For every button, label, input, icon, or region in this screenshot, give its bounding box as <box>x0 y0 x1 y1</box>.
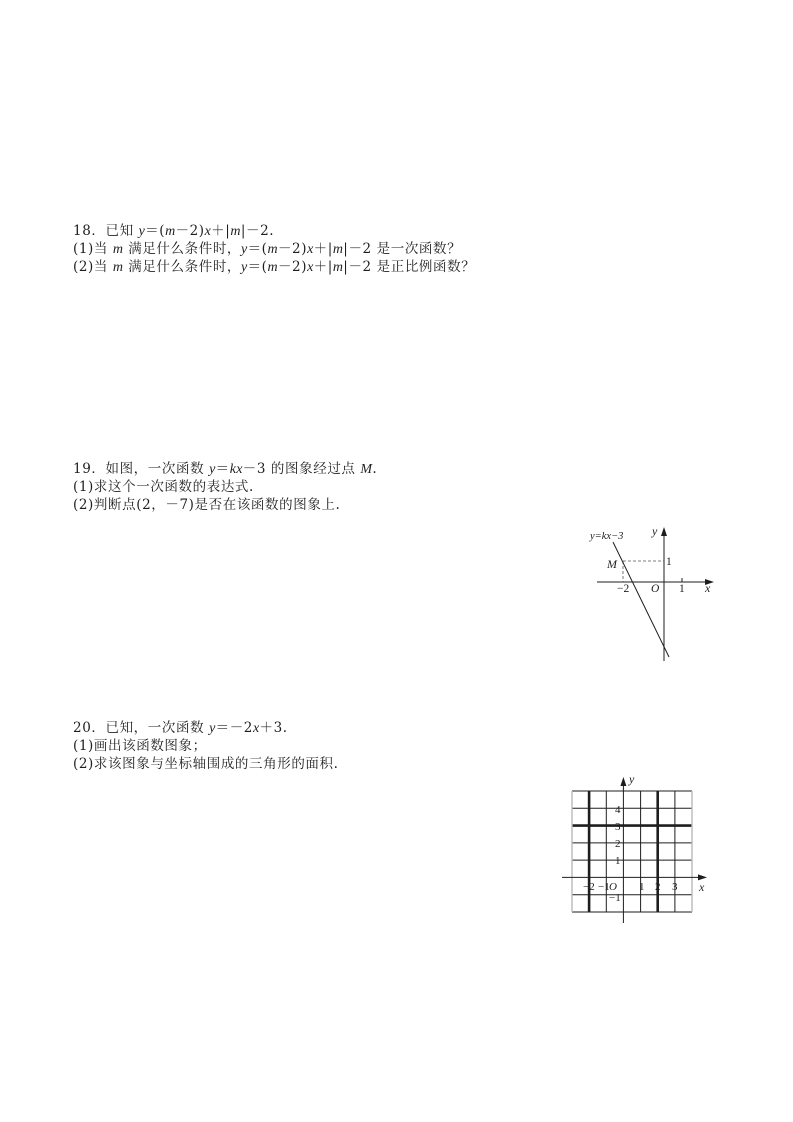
text-run: ＝ <box>215 461 230 477</box>
y-tick-label-neg1: −1 <box>609 892 621 904</box>
text-run: －2) <box>175 223 205 239</box>
origin-label: O <box>651 583 660 595</box>
problem-20-part-2 <box>73 755 553 773</box>
figure-20-grid <box>555 770 715 930</box>
text-run: |－2. <box>240 223 275 239</box>
text-run: －2) <box>277 259 308 275</box>
y-tick-label-3: 3 <box>615 821 621 833</box>
text-run: (1)画出该函数图象； <box>73 738 207 754</box>
text-run: (1)当 <box>73 241 113 257</box>
text-run: ＋3. <box>259 720 288 736</box>
math-variable: kx <box>229 462 243 477</box>
math-variable: x <box>252 721 260 736</box>
math-variable: m <box>267 260 278 275</box>
math-variable: y <box>138 224 146 239</box>
text-run: (2)判断点(2，－7)是否在该函数的图象上. <box>73 497 341 513</box>
math-variable: y <box>209 462 216 477</box>
math-variable: m <box>165 224 176 239</box>
text-run: (2)当 <box>73 259 113 275</box>
x-tick-label-1: 1 <box>639 881 645 893</box>
problem-19-part-1 <box>73 478 553 496</box>
text-run: ＝( <box>247 259 268 275</box>
text-run: ＋| <box>313 259 333 275</box>
problem-20-part-1 <box>73 737 553 755</box>
y-axis-label: y <box>629 772 635 786</box>
problem-18-part-2 <box>73 258 553 276</box>
x-tick-label-neg2: −2 <box>617 583 630 595</box>
x-tick-label-neg1: −1 <box>598 881 610 893</box>
text-run: ＝－2 <box>215 720 253 736</box>
y-axis-label: y <box>652 524 658 538</box>
math-variable: y <box>209 721 216 736</box>
math-variable: x <box>307 260 314 275</box>
text-run: 18．已知 <box>73 223 139 239</box>
problem-19-part-2 <box>73 496 553 514</box>
text-run: ＝( <box>247 241 268 257</box>
x-tick-label-3: 3 <box>672 881 678 893</box>
text-run: ＝( <box>145 223 166 239</box>
y-tick-label-1: 1 <box>666 556 672 568</box>
origin-label: O <box>609 881 617 893</box>
y-tick-label-1: 1 <box>615 855 621 867</box>
text-run: . <box>372 461 378 477</box>
problem-19-stem <box>73 460 553 478</box>
y-axis-arrow-icon <box>620 777 626 786</box>
text-run: 满足什么条件时， <box>123 241 242 257</box>
math-variable: m <box>332 242 344 257</box>
math-variable: x <box>204 224 212 239</box>
y-tick-label-2: 2 <box>615 838 621 850</box>
function-label: y=kx−3 <box>590 531 624 542</box>
x-tick-label-neg2: −2 <box>583 881 595 893</box>
function-line <box>613 542 669 657</box>
problem-18-part-1 <box>73 240 553 258</box>
y-axis-arrow-icon <box>661 527 667 536</box>
text-run: －3 的图象经过点 <box>242 461 361 477</box>
x-axis-label: x <box>699 880 705 894</box>
text-run: |－2 是正比例函数？ <box>343 259 476 275</box>
point-m-label: M <box>607 557 617 571</box>
text-run: |－2 是一次函数？ <box>343 241 462 257</box>
text-run: 20．已知，一次函数 <box>73 720 210 736</box>
text-run: (2)求该图象与坐标轴围成的三角形的面积. <box>73 756 339 772</box>
math-variable: m <box>267 242 278 257</box>
math-variable: m <box>332 260 344 275</box>
text-run: (1)求这个一次函数的表达式. <box>73 479 254 495</box>
math-variable: m <box>112 260 124 275</box>
problem-20 <box>73 719 553 773</box>
y-tick-label-4: 4 <box>615 804 621 816</box>
x-tick-label-2: 2 <box>655 881 661 893</box>
text-run: 满足什么条件时， <box>123 259 242 275</box>
problem-19 <box>73 460 553 514</box>
text-run: －2) <box>277 241 308 257</box>
text-run: 19．如图，一次函数 <box>73 461 210 477</box>
problem-20-stem <box>73 719 553 737</box>
x-axis-label: x <box>705 581 711 595</box>
math-variable: m <box>112 242 124 257</box>
text-run: ＋| <box>211 223 231 239</box>
problem-18-stem <box>73 222 553 240</box>
math-variable: m <box>230 224 241 239</box>
grid-lines <box>572 791 692 912</box>
math-variable: y <box>241 260 248 275</box>
figure-19-linear-graph <box>580 515 720 665</box>
math-variable: M <box>360 462 373 477</box>
text-run: ＋| <box>313 241 333 257</box>
math-variable: x <box>307 242 314 257</box>
problem-18 <box>73 222 553 276</box>
x-tick-label-1: 1 <box>679 583 685 595</box>
math-variable: y <box>241 242 248 257</box>
